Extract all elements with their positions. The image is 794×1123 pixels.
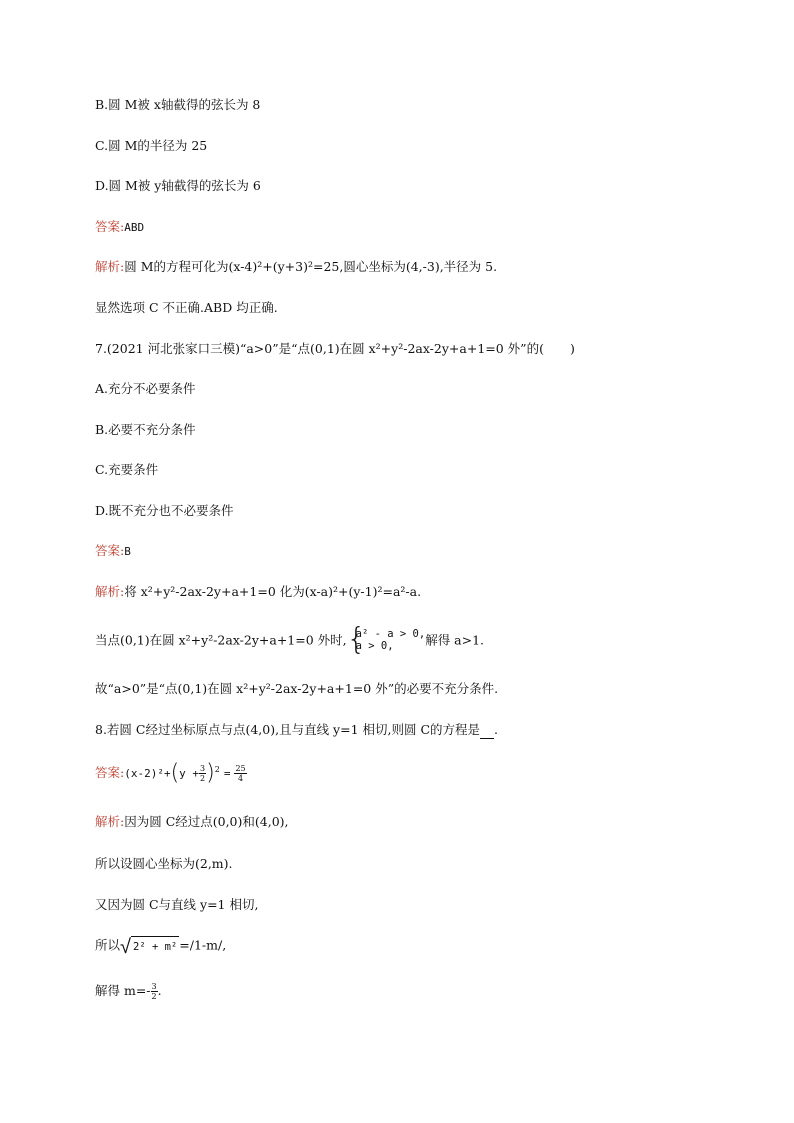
condition-prefix: 当点(0,1)在圆 x²+y²-2ax-2y+a+1=0 外时, — [95, 632, 347, 648]
radicand: 2² + m² — [131, 936, 179, 956]
inequality-system — [346, 622, 426, 657]
question-7-option-c: C.充要条件 — [95, 462, 159, 477]
result-period: . — [157, 983, 162, 998]
case-1: a² - a > 0, — [355, 628, 426, 640]
solution-label: 解析: — [95, 259, 125, 274]
denominator: 2 — [200, 774, 206, 783]
answer-6-line — [95, 218, 144, 237]
numerator: 25 — [235, 764, 246, 773]
denominator: 2 — [151, 992, 157, 1001]
question-7-option-d: D.既不充分也不必要条件 — [95, 503, 234, 518]
solution-6-line — [95, 258, 497, 276]
square-root — [120, 936, 179, 956]
solution-text: 因为圆 C经过点(0,0)和(4,0), — [124, 814, 289, 829]
option-c-line: C.圆 M的半径为 25 — [95, 138, 208, 153]
fraction-25-4 — [234, 764, 246, 783]
left-paren: ( — [170, 760, 180, 786]
denominator: 4 — [238, 774, 244, 783]
answer-7-line — [95, 542, 131, 561]
equation-rhs: =/1-m/, — [179, 937, 227, 953]
option-d-line: D.圆 M被 y轴截得的弦长为 6 — [95, 178, 261, 193]
question-7-close: ) — [569, 341, 575, 356]
result-prefix: 解得 m=- — [95, 983, 151, 998]
solution-text: 圆 M的方程可化为(x-4)²+(y+3)²=25,圆心坐标为(4,-3),半径为 5. — [124, 259, 498, 274]
answer-label: 答案: — [95, 543, 125, 558]
question-7-option-a: A.充分不必要条件 — [95, 381, 196, 396]
equation-prefix: 所以 — [95, 937, 121, 953]
case-2: a > 0, — [355, 640, 394, 652]
question-7-text: 7.(2021 河北张家口三模)“a>0”是“点(0,1)在圆 x²+y²-2ax-2y+a+1=0 外”的( — [95, 341, 544, 356]
question-8-period: . — [494, 722, 499, 737]
solution-7-conclusion: 故“a>0”是“点(0,1)在圆 x²+y²-2ax-2y+a+1=0 外”的必要不充分条件. — [95, 681, 499, 696]
solution-8-line — [95, 813, 289, 831]
numerator: 3 — [151, 982, 157, 991]
answer-value: ABD — [124, 221, 145, 234]
solution-7-line — [95, 583, 421, 601]
solution-text: 将 x²+y²-2ax-2y+a+1=0 化为(x-a)²+(y-1)²=a²-a. — [124, 584, 422, 599]
answer-value: B — [124, 545, 131, 558]
solution-7-condition — [95, 622, 485, 657]
exponent: 2 — [214, 765, 220, 774]
question-7-stem — [95, 340, 575, 358]
right-paren: ) — [206, 760, 215, 786]
answer-8-inner: y + — [179, 767, 200, 780]
radical-sign: √ — [120, 934, 131, 958]
question-8-stem — [95, 721, 498, 739]
answer-label: 答案: — [95, 219, 125, 234]
answer-8-prefix: (x-2)²+ — [124, 767, 171, 780]
solution-6-conclusion: 显然选项 C 不正确.ABD 均正确. — [95, 300, 278, 315]
answer-8-line — [95, 760, 247, 786]
solution-label: 解析: — [95, 584, 125, 599]
fill-blank — [480, 726, 494, 739]
solution-8-equation — [95, 936, 226, 956]
solution-8-tangent: 又因为圆 C与直线 y=1 相切, — [95, 897, 259, 912]
condition-result: 解得 a>1. — [425, 632, 485, 648]
solution-8-result — [95, 982, 162, 1001]
answer-label: 答案: — [95, 765, 125, 780]
equals-sign: = — [223, 767, 231, 780]
question-7-option-b: B.必要不充分条件 — [95, 422, 196, 437]
solution-8-center: 所以设圆心坐标为(2,m). — [95, 856, 233, 871]
numerator: 3 — [200, 764, 206, 773]
left-brace: { — [346, 622, 366, 657]
cases — [356, 628, 426, 652]
solution-label: 解析: — [95, 814, 125, 829]
fraction-three-halves — [151, 982, 158, 1001]
question-8-text: 8.若圆 C经过坐标原点与点(4,0),且与直线 y=1 相切,则圆 C的方程是 — [95, 722, 481, 737]
option-b-line: B.圆 M被 x轴截得的弦长为 8 — [95, 97, 261, 112]
